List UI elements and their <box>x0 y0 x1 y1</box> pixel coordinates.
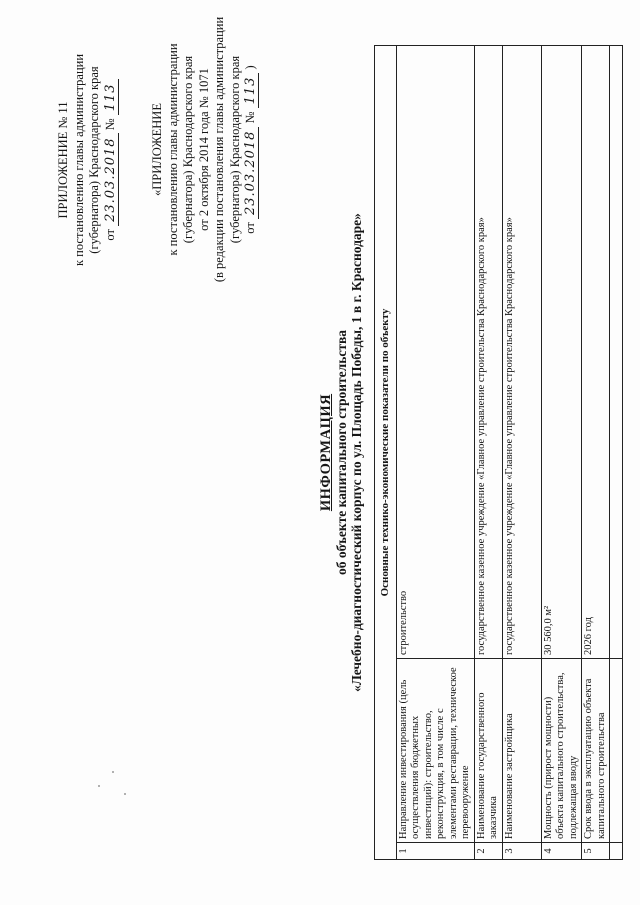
row-number: 4 <box>541 843 582 860</box>
table-header-row <box>375 46 397 860</box>
appendix-base-number-handwritten: 113 <box>243 73 259 109</box>
appendix-base-number-prefix: № <box>243 111 257 124</box>
document-subtitle: об объекте капитального строительства <box>334 329 349 576</box>
row-number: 3 <box>502 843 541 860</box>
object-name: «Лечебно-диагностический корпус по ул. Площадь Победы, 1 в г. Краснодаре» <box>349 213 364 692</box>
appendix-base-line3: от 2 октября 2014 года № 1071 <box>196 68 211 231</box>
appendix-base-stamp <box>150 12 259 287</box>
appendix-base-title: «ПРИЛОЖЕНИЕ <box>150 103 164 196</box>
appendix-base-line5: (губернатора) Краснодарского края <box>227 55 242 244</box>
table-row <box>541 46 582 860</box>
row-number: 5 <box>582 843 610 860</box>
appendix-base-line2: (губернатора) Краснодарского края <box>181 55 195 244</box>
row-value: государственное казенное учреждение «Главное управление строительства Краснодарского края» <box>474 46 502 659</box>
appendix-11-number-handwritten: 113 <box>103 79 119 115</box>
scan-speckle <box>124 793 126 795</box>
appendix-base-line1: к постановлению главы администрации <box>165 43 180 256</box>
table-row <box>396 46 474 860</box>
appendix-base-suffix: ) <box>243 65 257 70</box>
scan-speckle <box>98 785 100 787</box>
appendix-base-date-handwritten: 23.03.2018 <box>243 127 259 219</box>
row-value: 30 560,0 м² <box>541 46 582 659</box>
row-value: государственное казенное учреждение «Главное управление строительства Краснодарского края» <box>502 46 541 659</box>
row-value: 2026 год <box>582 46 610 659</box>
row-number <box>610 843 623 860</box>
table-row <box>582 46 610 860</box>
row-value: строительство <box>396 46 474 659</box>
appendix-11-date-line <box>103 35 119 285</box>
scan-speckle <box>112 771 114 773</box>
row-indicator: Срок ввода в эксплуатацию объекта капитального строительства <box>582 659 610 843</box>
document-title: ИНФОРМАЦИЯ <box>318 393 334 512</box>
row-indicator: Наименование государственного заказчика <box>474 659 502 843</box>
row-indicator: Наименование застройщика <box>502 659 541 843</box>
row-indicator <box>610 659 623 843</box>
appendix-base-date-prefix: от <box>243 222 257 234</box>
indicators-table <box>374 45 623 860</box>
appendix-11-date-prefix: от <box>102 229 117 241</box>
row-indicator: Направление инвестирования (цель осуществления бюджетных инвестиций): строительство, реконструкция, в том числе с элементами реставрации, техническое перевооружение <box>396 659 474 843</box>
appendix-11-line1: к постановлению главы администрации <box>71 53 86 267</box>
row-value <box>610 46 623 659</box>
table-header: Основные технико-экономические показатели по объекту <box>375 46 397 860</box>
appendix-11-stamp <box>56 35 118 285</box>
table-row <box>502 46 541 860</box>
appendix-11-date-handwritten: 23.03.2018 <box>103 133 119 225</box>
row-indicator: Мощность (прирост мощности) объекта капитального строительства, подлежащая вводу <box>541 659 582 843</box>
appendix-base-line4: (в редакции постановления главы администрации <box>212 16 226 283</box>
row-number: 1 <box>396 843 474 860</box>
appendix-11-title: ПРИЛОЖЕНИЕ № 11 <box>56 101 70 219</box>
appendix-11-number-prefix: № <box>102 118 117 131</box>
table-row <box>610 46 623 860</box>
table-row <box>474 46 502 860</box>
appendix-11-line2: (губернатора) Краснодарского края <box>87 66 101 254</box>
appendix-base-date-line <box>243 12 259 287</box>
row-number: 2 <box>474 843 502 860</box>
